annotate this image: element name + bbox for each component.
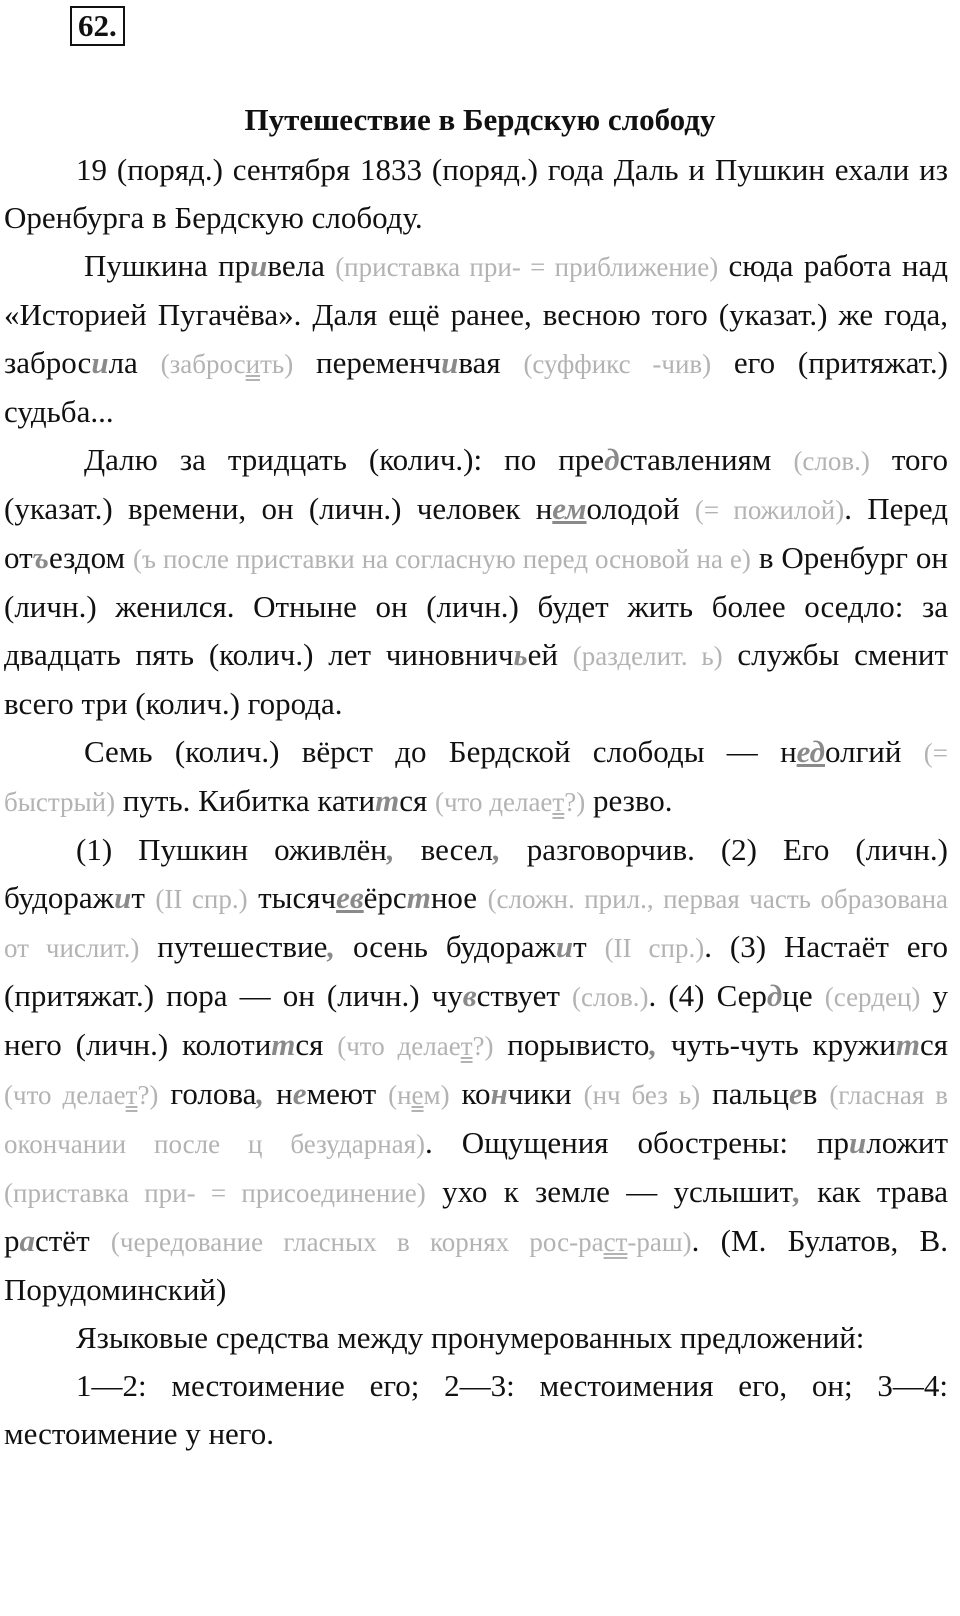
orthogram: т xyxy=(271,1027,296,1062)
text-run: голова xyxy=(158,1076,257,1111)
text-run: ствует xyxy=(476,978,573,1013)
paragraph-1: 19 (поряд.) сентября 1833 (поряд.) года Даль и Пушкин ехали из Оренбурга в Бердскую слободу. xyxy=(4,152,948,235)
hint: (нч без ь) xyxy=(583,1080,701,1110)
hint-part: ?) xyxy=(137,1080,159,1110)
text-run: . Ощущения обострены: пр xyxy=(425,1125,849,1160)
text-run: вела xyxy=(267,248,336,283)
text-run: его (притяжат.) судьба... xyxy=(4,345,948,429)
text-run: ездом xyxy=(48,540,134,575)
paragraph-4 xyxy=(4,728,948,826)
text-run: меют xyxy=(306,1076,389,1111)
hint: (= быстрый) xyxy=(4,738,948,817)
text-run: чики xyxy=(507,1076,584,1111)
orthogram: в xyxy=(462,978,477,1013)
hint: (приставка при- = присоединение) xyxy=(4,1178,426,1208)
text-run: ложит xyxy=(866,1125,949,1160)
hint xyxy=(337,1031,493,1061)
orthogram: т xyxy=(375,783,400,818)
text-run: Семь (колич.) вёрст до Бердской слободы — н xyxy=(84,734,797,769)
hint-part: -раш) xyxy=(627,1227,692,1257)
hint-underlined: д xyxy=(871,982,885,1012)
text-run: ко xyxy=(449,1076,491,1111)
orthogram: н xyxy=(490,1076,508,1111)
text-run: . Перед от xyxy=(4,491,949,575)
paragraph-5 xyxy=(4,826,948,1314)
hint-part: (чередование гласных в корнях рос-ра xyxy=(110,1227,604,1257)
text-run: ся xyxy=(295,1027,338,1062)
text-title: Путешествие в Бердскую слободу xyxy=(244,102,716,137)
hint: (разделит. ь) xyxy=(572,641,723,671)
text-run: весел xyxy=(394,832,493,867)
exercise-number: 62. xyxy=(70,6,125,46)
orthogram: и xyxy=(250,248,268,283)
comma-mark: , xyxy=(386,832,395,867)
hint: (приставка при- = приближение) xyxy=(335,252,719,282)
text-run: путь. Кибитка кати xyxy=(115,783,376,818)
hint: (сложн. прил., первая часть образована от числит.) xyxy=(4,884,948,963)
text-run: т xyxy=(573,929,605,964)
hint xyxy=(161,349,294,379)
hint-part: (что делае xyxy=(4,1080,126,1110)
main-text xyxy=(4,146,948,1458)
hint-part: ть) xyxy=(260,349,294,379)
text-run: как трава р xyxy=(4,1174,948,1258)
text-run: порывисто xyxy=(493,1027,650,1062)
hint xyxy=(435,787,585,817)
orthogram: и xyxy=(555,929,574,964)
text-run: олодой xyxy=(586,491,695,526)
hint-part: (заброс xyxy=(160,349,246,379)
comma-mark: , xyxy=(793,1174,801,1209)
text-run: ёрс xyxy=(363,880,407,915)
paragraph-6: Языковые средства между пронумерованных предложений: xyxy=(76,1320,865,1355)
orthogram: ем xyxy=(552,491,587,526)
hint-part: ?) xyxy=(472,1031,494,1061)
hint: (ъ после приставки на согласную перед основой на е) xyxy=(133,544,751,574)
text-run: путешествие xyxy=(139,929,328,964)
comma-mark: , xyxy=(256,1076,265,1111)
text-run: . (3) Настаёт его (притяжат.) пора — он (личн.) чу xyxy=(4,929,948,1013)
text-run: ла xyxy=(108,345,161,380)
orthogram: д xyxy=(766,978,783,1013)
text-run: олгий xyxy=(825,734,924,769)
hint-part: ?) xyxy=(564,787,586,817)
orthogram: е xyxy=(292,1076,307,1111)
hint-underlined: и xyxy=(245,349,261,379)
orthogram: и xyxy=(849,1125,867,1160)
hint xyxy=(825,982,921,1012)
text-run: осень будораж xyxy=(335,929,556,964)
hint: (II спр.) xyxy=(155,884,248,914)
text-run: вая xyxy=(458,345,524,380)
hint: (слов.) xyxy=(793,446,870,476)
hint: (II спр.) xyxy=(604,933,705,963)
hint xyxy=(4,1080,158,1110)
hint-part: ец) xyxy=(884,982,921,1012)
text-run: ухо к земле — услышит xyxy=(425,1174,794,1209)
comma-mark: , xyxy=(327,929,336,964)
text-run: ся xyxy=(399,783,435,818)
hint-part: (сер xyxy=(824,982,872,1012)
text-run: переменч xyxy=(293,345,442,380)
orthogram: т xyxy=(895,1027,920,1062)
hint: (= пожилой) xyxy=(694,495,845,525)
hint-underlined: ст xyxy=(603,1227,628,1257)
text-run: Пушкина пр xyxy=(84,248,251,283)
orthogram: ед xyxy=(796,734,826,769)
text-run: т xyxy=(131,880,156,915)
text-run: в xyxy=(802,1076,830,1111)
text-run: ное xyxy=(430,880,488,915)
orthogram: д xyxy=(604,442,620,477)
text-run: н xyxy=(264,1076,293,1111)
hint xyxy=(388,1080,450,1110)
text-run: . (М. Булатов, В. Порудоминский) xyxy=(4,1223,948,1307)
comma-mark: , xyxy=(492,832,501,867)
text-run: (1) Пушкин оживлён xyxy=(76,832,387,867)
orthogram: ев xyxy=(336,880,364,915)
orthogram: и xyxy=(114,880,132,915)
text-run: ставлениям xyxy=(619,442,794,477)
text-run: ся xyxy=(919,1027,948,1062)
text-run: ей xyxy=(527,637,573,672)
text-run: це xyxy=(782,978,825,1013)
text-run: службы сменит всего три (колич.) города. xyxy=(4,637,948,721)
text-run: резво. xyxy=(585,783,673,818)
orthogram: ь xyxy=(513,637,528,672)
paragraph-2 xyxy=(4,242,948,436)
orthogram: е xyxy=(788,1076,803,1111)
hint-underlined: т xyxy=(552,787,565,817)
hint-underlined: т xyxy=(125,1080,138,1110)
hint-underlined: е xyxy=(411,1080,424,1110)
paragraph-7: 1—2: местоимение его; 2—3: местоимения его, он; 3—4: местоимение у него. xyxy=(4,1368,948,1451)
text-run: . (4) Сер xyxy=(648,978,767,1013)
orthogram: а xyxy=(19,1223,35,1258)
hint: (слов.) xyxy=(572,982,649,1012)
text-run: Далю за тридцать (колич.): по пре xyxy=(84,442,605,477)
hint-part: м) xyxy=(423,1080,450,1110)
text-run: у него (личн.) колоти xyxy=(4,978,948,1062)
hint-part: (что делае xyxy=(434,787,553,817)
orthogram: и xyxy=(91,345,109,380)
hint: (гласная в окончании после ц безударная) xyxy=(4,1080,949,1159)
text-run: стёт xyxy=(35,1223,111,1258)
hint: (суффикс -чив) xyxy=(523,349,712,379)
orthogram: т xyxy=(406,880,431,915)
text-run: разговорчив. (2) Его (личн.) будораж xyxy=(4,832,948,915)
text-run: в Оренбург он (личн.) женился. Отныне он (личн.) будет жить более оседло: за двадцать пять (колич.) лет чиновнич xyxy=(4,540,948,672)
text-run: пальц xyxy=(700,1076,789,1111)
text-run: того (указат.) времени, он (личн.) человек н xyxy=(4,442,948,526)
text-run: тысяч xyxy=(247,880,337,915)
hint-part: (что делае xyxy=(337,1031,461,1061)
hint xyxy=(111,1227,692,1257)
hint-underlined: т xyxy=(460,1031,473,1061)
text-run: сюда работа над «Историей Пугачёва». Даля ещё ранее, весною того (указат.) же года, заброс xyxy=(4,248,948,380)
paragraph-3 xyxy=(4,436,948,728)
hint-part: (н xyxy=(388,1080,412,1110)
comma-mark: , xyxy=(649,1027,658,1062)
orthogram: ъ xyxy=(32,540,49,575)
text-run: чуть-чуть кружи xyxy=(657,1027,896,1062)
orthogram: и xyxy=(441,345,459,380)
